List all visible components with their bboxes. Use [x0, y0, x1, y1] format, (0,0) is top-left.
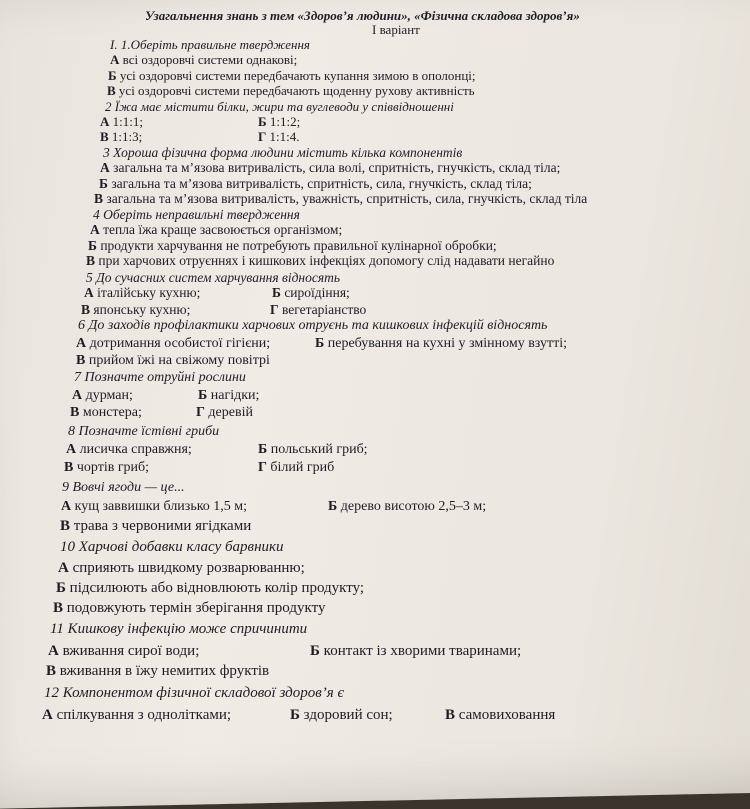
answer-option: Б дерево висотою 2,5–3 м; — [328, 499, 487, 514]
answer-option: В загальна та м’язова витривалість, уважність, спритність, сила, гнучкість, склад тіла — [94, 191, 588, 206]
answer-option: Б перебування на кухні у змінному взутті; — [315, 336, 568, 351]
answer-option: Б продукти харчування не потребують правильної кулінарної обробки; — [88, 238, 497, 253]
answer-option: Б нагідки; — [198, 388, 260, 403]
question-text: 12 Компонентом фізичної складової здоров’я є — [44, 685, 344, 701]
answer-option: А кущ заввишки близько 1,5 м; — [61, 499, 248, 514]
answer-option: Г деревій — [196, 405, 253, 420]
answer-option: А всі оздоровчі системи однакові; — [110, 52, 298, 67]
answer-option: А дурман; — [72, 388, 133, 403]
answer-option: В трава з червоними ягідками — [60, 518, 252, 534]
answer-option: В монстера; — [70, 405, 142, 420]
answer-option: В японську кухню; — [81, 302, 191, 317]
answer-option: В прийом їжі на свіжому повітрі — [76, 353, 270, 368]
question-text: 2 Їжа має містити білки, жири та вуглеводи у співвідношенні — [105, 99, 454, 114]
answer-option: А лисичка справжня; — [66, 442, 192, 457]
question-text: 3 Хороша фізична форма людини містить кілька компонентів — [103, 145, 463, 160]
answer-option: В подовжують термін зберігання продукту — [53, 600, 326, 616]
answer-option: В при харчових отруєннях і кишкових інфекціях допомогу слід надавати негайно — [86, 253, 555, 268]
question-text: 4 Оберіть неправильні твердження — [93, 207, 300, 222]
answer-option: В вживання в їжу немитих фруктів — [46, 663, 270, 679]
answer-option: А дотримання особистої гігієни; — [76, 336, 271, 351]
answer-option: Б польський гриб; — [258, 442, 368, 457]
answer-option: В чортів гриб; — [64, 460, 150, 475]
answer-option: Б усі оздоровчі системи передбачають купання зимою в ополонці; — [108, 68, 476, 83]
answer-option: В усі оздоровчі системи передбачають щоденну рухову активність — [107, 83, 475, 98]
answer-option: А тепла їжа краще засвоюється організмом; — [90, 222, 343, 237]
answer-option: Г білий гриб — [258, 460, 335, 475]
answer-option: Б сироїдіння; — [272, 285, 350, 300]
answer-option: А 1:1:1; — [100, 114, 143, 129]
answer-option: А вживання сирої води; — [48, 643, 200, 659]
answer-option: В 1:1:3; — [100, 129, 143, 144]
answer-option: Г вегетаріанство — [270, 302, 367, 317]
answer-option: Б контакт із хворими тваринами; — [310, 643, 522, 659]
question-text: I. 1.Оберіть правильне твердження — [110, 37, 310, 52]
question-text: 7 Позначте отруйні рослини — [74, 370, 246, 385]
worksheet-title: Узагальнення знань з тем «Здоров’я людини», «Фізична складова здоров’я» — [145, 8, 580, 23]
answer-option: А сприяють швидкому розварюванню; — [58, 560, 305, 576]
answer-option: Г 1:1:4. — [258, 129, 300, 144]
answer-option: В самовиховання — [445, 707, 556, 723]
question-text: 9 Вовчі ягоди — це... — [62, 480, 185, 495]
question-text: 8 Позначте їстівні гриби — [68, 424, 220, 439]
variant-label: І варіант — [372, 22, 420, 37]
answer-option: А спілкування з однолітками; — [42, 707, 232, 723]
answer-option: Б здоровий сон; — [290, 707, 393, 723]
answer-option: А італійську кухню; — [84, 285, 201, 300]
question-text: 6 До заходів профілактики харчових отруєнь та кишкових інфекцій відносять — [78, 318, 548, 333]
answer-option: Б 1:1:2; — [258, 114, 301, 129]
answer-option: Б підсилюють або відновлюють колір продукту; — [56, 580, 365, 596]
question-text: 10 Харчові добавки класу барвники — [60, 539, 284, 555]
question-text: 11 Кишкову інфекцію може спричинити — [50, 621, 308, 637]
answer-option: А загальна та м’язова витривалість, сила волі, спритність, гнучкість, склад тіла; — [100, 160, 561, 175]
question-text: 5 До сучасних систем харчування відносять — [86, 270, 341, 285]
answer-option: Б загальна та м’язова витривалість, спритність, сила, гнучкість, склад тіла; — [99, 176, 532, 191]
